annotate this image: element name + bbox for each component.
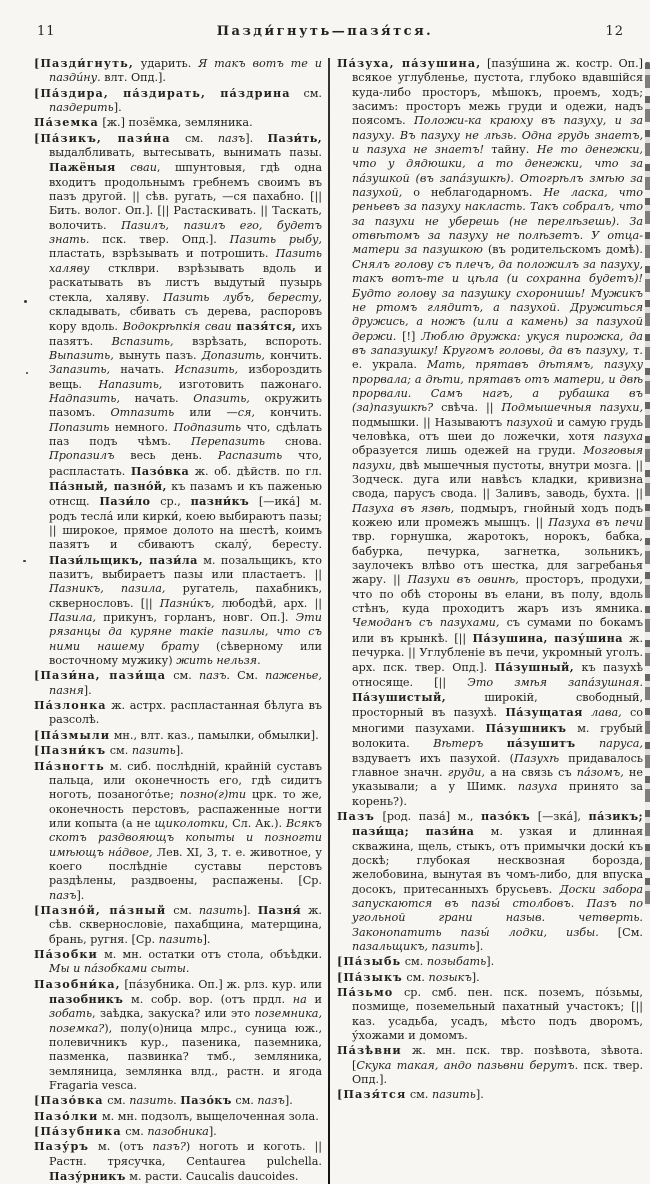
- headword: [Па́зыкъ: [337, 969, 403, 984]
- headword: [Пазди́гнуть,: [34, 56, 134, 70]
- headword: [Па́зикъ, пази́на: [34, 130, 171, 145]
- headword: [Пазно́й, па́зный: [34, 902, 167, 917]
- left-column: [34, 56, 322, 1184]
- headword: Па́зьмо: [337, 985, 394, 999]
- ink-speck: [26, 372, 28, 374]
- entry-text: [ж.] позёмка, земляника.: [102, 116, 253, 130]
- headword: [Пази́на, пази́ща: [34, 668, 167, 683]
- entry-text: см. пазъ. См. паженье, пазня].: [49, 669, 322, 697]
- headword: Па́зногть: [34, 758, 105, 773]
- dictionary-entry: [34, 1139, 322, 1184]
- dictionary-entry: [337, 985, 643, 1043]
- entry-text: см. пазить. Пазо́къ см. пазъ].: [107, 1093, 293, 1108]
- headword: Па́зѣвни: [337, 1043, 402, 1058]
- page-number-left: 11: [37, 24, 56, 39]
- ink-speck: [23, 560, 26, 562]
- entry-text: [пазу́шина ж. костр. Оп.] всякое углубленье, пустота, глубоко вдавшійся куда-либо просторъ, мѣшокъ, проемъ, ходъ; засимъ: просторъ межь груди и одежи, надъ поясомъ. Положи-ка краюху въ пазуху, и за пазуху. Въ пазуху не лѣзь. Одна грудь знаетъ, и пазуха не знаетъ! тайну. Не то денежки, что у дядюшки, а то денежки, что за па́зушкой (въ запа́зушкѣ). Отогрѣлъ змѣю за пазухой, о неблагодарномъ. Не ласка, что реньевъ за пазуху накласть. Такъ собралъ, что за пазухи не уберешь (не перелѣзешь). За отвѣтомъ за пазуху не полѣзетъ. У отца-матери за пазушкою (въ родительскомъ домѣ). Снялъ голову съ плечъ, да положилъ за пазуху, такъ вотъ-те и цѣла (и сохранна будетъ)! Будто голову за пазушку схоронишь! Мужикъ не ртомъ глядитъ, а пазухой. Дружиться дружись, а ножъ (или а камень) за пазухой держи. [!] Люблю дружка: укуся пирожка, да въ запазушку! Кругомъ головы, да въ пазуху, т. е. украла. Мать, прятавъ дѣтямъ, пазуху прорвала; а дѣти, прятавъ отъ матери, и двѣ прорвали. Самъ нагъ, а рубашка въ (за)пазушкѣ? свѣча. || Подмышечныя пазухи, подмышки. || Называютъ пазухой и самую грудь человѣка, отъ шеи до ложечки, хотя пазуха образуется лишь одежей на груди. Мозговыя пазухи, двѣ мышечныя пустоты, внутри мозга. || Зодческ. дуга или навѣсъ кладки, кривизна свода, парусъ свода. || Заливъ, заводь, бухта. || Пазуха въ язвѣ, подмыръ, гнойный ходъ подъ кожею или промежъ мышцъ. || Пазуха въ печи твр. горнушка, жаротокъ, норокъ, бабка, бабурка, печурка, загнетка, зольникъ, заулочекъ влѣво отъ шестка, для загребанья жару. || Пазухи въ овинѣ, просторъ, продухи, что по обѣ стороны въ елани, въ полу, вдоль стѣнъ, куда проходитъ жаръ изъ ямника. Чемоданъ съ пазухами, съ сумами по бокамъ или въ крынкѣ. [|| Па́зушина, пазу́шина ж. печурка. || Углубленіе въ печи, укромный уголъ. арх. пск. твер. Опд.]. Па́зушный, къ пазухѣ относяще. [|| Это змѣя запа́зушная. Па́зушистый, широкій, свободный, просторный въ пазухѣ. Па́зущатая лава, со многими пазухами. Па́зушникъ м. грубый волокита. Вѣтеръ па́зушитъ паруса, вздуваетъ ихъ пазухой. (Пазухѣ придавалось главное значн. груди, а на связь съ па́зомъ, не указывали; а у Шимк. пазуха принято за корень?).: [352, 57, 644, 808]
- entry-text: мн., влт. каз., памылки, обмылки].: [113, 728, 319, 742]
- ink-speck: [24, 300, 27, 303]
- headword: Па́злонка: [34, 698, 107, 713]
- entry-text: [род. паза́] м., пазо́къ [—зка́], па́зикъ; пази́ща; пази́на м. узкая и длинная скважина, щель, стыкъ, отъ примычки доски́ къ доскѣ; глубокая несквозная борозда, желобовина, вынутая въ чомъ-либо, для впуска досокъ, притесанныхъ брусьевъ. Доски забора запускаются въ пазы́ столбовъ. Пазъ по угольной грани назыв. четверть. Законопатить пазы́ лодки, избы. [См. пазальщикъ, пазить].: [352, 808, 644, 953]
- entry-text: см. пазить]. Пазня́ ж. сѣв. сквернословіе, пахабщина, матерщина, брань, ругня. [Ср. пазить].: [49, 902, 322, 946]
- dictionary-entry: [34, 86, 322, 116]
- headword: [Па́зубника: [34, 1124, 122, 1139]
- headword: Пазъ: [337, 808, 375, 823]
- dictionary-entry: [337, 56, 643, 809]
- page-number-right: 12: [605, 24, 624, 39]
- dictionary-entry: [337, 1087, 643, 1102]
- dictionary-entry: [34, 977, 322, 1094]
- column-divider-rule: [328, 58, 330, 1184]
- dictionary-entry: [34, 56, 322, 86]
- running-title: Пазди́гнуть—пазя́тся.: [216, 24, 434, 39]
- dictionary-entry: [34, 1093, 322, 1108]
- headword: [Пазо́вка: [34, 1093, 104, 1108]
- entry-text: см. позыкъ].: [406, 970, 480, 984]
- dictionary-entry: [34, 728, 322, 743]
- right-column: [337, 56, 643, 1184]
- dictionary-entry: [337, 954, 643, 969]
- page-header: [0, 0, 650, 46]
- scan-edge-artifact: [645, 62, 650, 907]
- headword: Па́земка: [34, 115, 99, 130]
- headword: [Па́зыбь: [337, 954, 402, 969]
- entry-text: м. (отъ пазъ?) ноготь и коготь. || Растн. трясучка, Centaurea pulchella. Пазу́рникъ м. расти. Caucalis daucoides.: [49, 1140, 322, 1184]
- dictionary-entry: [34, 1124, 322, 1139]
- entry-text: см. пазить].: [409, 1088, 484, 1102]
- dictionary-entry: [34, 668, 322, 698]
- dictionary-entry: [34, 759, 322, 903]
- entry-text: ср. смб. пен. пск. поземъ, по́зьмы, позмище, поземельный пахатный участокъ; [|| каз. усадьба, усадъ, мѣсто подъ дворомъ, у́хожами и домомъ.: [352, 986, 643, 1043]
- entry-text: см. пазъ]. Пази́ть, выдалбливать, вытесывать, вынимать пазы. Пажёныя сваи, шпунтовыя, гдѣ одна входитъ продольнымъ гребнемъ своимъ въ пазъ другой. || сѣв. ругать, —ся пахабно. [|| Бить. волог. Оп.]. [|| Растаскивать. || Таскать, волочить. Пазилъ, пазилъ его, будетъ знать. пск. твер. Опд.]. Пазить рыбу, пластать, взрѣзывать и потрошить. Пазить халяву стклври. взрѣзывать вдоль и раскатывать въ листъ выдутый пузырь стекла, халяву. Пазить лубъ, бересту, складывать, сбивать съ дерева, распоровъ кору вдоль. Водокрѣпкія сваи пазя́тся, ихъ пазятъ. Вспазить, взрѣзать, вспороть. Выпазить, вынуть пазъ. Допазить, кончить. Запазить, начать. Испазить, избороздить вещь. Напазить, изготовить пажонаго. Надпазить, начать. Опазить, окружить пазомъ. Отпазить или —ся, кончить. Попазить немного. Подпазить что, сдѣлать паз подъ чѣмъ. Перепазить снова. Пропазилъ весь день. Распазить что, распластать. Пазо́вка ж. об. дѣйств. по гл. Па́зный, пазно́й, къ пазамъ и къ паженью отнсщ. Пази́ло ср., пазни́къ [—ика́] м. родъ тесла́ или кирки́, коею выбираютъ пазы; || широкое, прямое долото на шестѣ, коимъ пазятъ и сбиваютъ скалу́, бересту. Пази́льщикъ, пази́ла м. позальщикъ, кто пазитъ, выбираетъ пазы или пластаетъ. || Пазникъ, пазила, ругатель, пахабникъ, сквернословъ. [|| Пазни́къ, любодѣй, арх. || Пазила, прикунъ, горланъ, новг. Оп.]. Эти рязанцы да куряне такіе пазилы, что съ ними нашему брату (сѣверному или восточному мужику) жить нельзя.: [49, 130, 323, 668]
- entry-text: м. сиб. послѣдній, крайній суставъ пальца, или оконечность его, гдѣ сидитъ ноготь, позаного́тье; позно(г)ти црк. то же, оконечность перстовъ, распаженные ногти или копыта (а не щиколотки, Сл. Ак.). Всякъ скотъ раздвояющъ копыты и позногти имѣющъ на́двое, Лев. XI, 3, т. е. животное, у коего послѣдніе суставы перстовъ раздѣлены, раздвоены, распажены. [Ср. пазъ].: [49, 759, 322, 902]
- dictionary-entry: [337, 809, 643, 954]
- headword: [Па́змыли: [34, 727, 111, 742]
- headword: [Па́здира, па́здирать, па́здрина: [34, 85, 291, 100]
- headword: Пазу́ръ: [34, 1139, 90, 1154]
- dictionary-entry: [34, 131, 322, 669]
- dictionary-entry: [337, 970, 643, 985]
- entry-text: см. пазобника].: [125, 1125, 217, 1139]
- dictionary-entry: [34, 115, 322, 130]
- entry-text: м. мн. остатки отъ стола, объѣдки. Мы и па́зобками сыты.: [49, 947, 323, 976]
- headword: [Пазя́тся: [337, 1087, 407, 1102]
- dictionary-entry: [337, 1043, 643, 1087]
- dictionary-entry: [34, 698, 322, 728]
- headword: Па́зуха, па́зушина,: [337, 56, 482, 70]
- entry-text: ж. мн. пск. твр. позѣвота, зѣвота. [Скука такая, андо пазьвни берутъ. пск. твер. Опд.].: [352, 1044, 644, 1087]
- entry-text: ж. астрх. распластанная бѣлуга въ разсолѣ.: [49, 699, 322, 727]
- entry-text: см. пазить].: [109, 744, 184, 758]
- entry-text: ударить. Я такъ вотъ те и пазди́ну. влт. Опд.].: [49, 57, 323, 85]
- headword: Па́зобки: [34, 946, 98, 961]
- dictionary-entry: [34, 1109, 322, 1124]
- text-columns: [0, 46, 650, 1184]
- dictionary-entry: [34, 743, 322, 758]
- headword: Пазобни́ка,: [34, 976, 121, 991]
- entry-text: м. мн. подзолъ, выщелоченная зола.: [101, 1109, 319, 1123]
- entry-text: см. паздерить].: [49, 86, 322, 115]
- entry-text: [па́зубника. Оп.] ж. рлз. кур. или пазобникъ м. собр. вор. (отъ прдл. на и зобать, заѣдка, закуска? или это поземника, поземка?), полу(о)ница млрс., суница юж., полевичникъ кур., пазеника, паземника, пазменка, пазвинка? тмб., земляника, земляница, землянка влд., растн. и ягода Fragaria vesca.: [49, 977, 322, 1093]
- entry-text: см. позыбать].: [404, 955, 495, 969]
- headword: Пазо́лки: [34, 1108, 99, 1123]
- headword: [Пазни́къ: [34, 743, 107, 758]
- dictionary-entry: [34, 947, 322, 977]
- dictionary-entry: [34, 903, 322, 947]
